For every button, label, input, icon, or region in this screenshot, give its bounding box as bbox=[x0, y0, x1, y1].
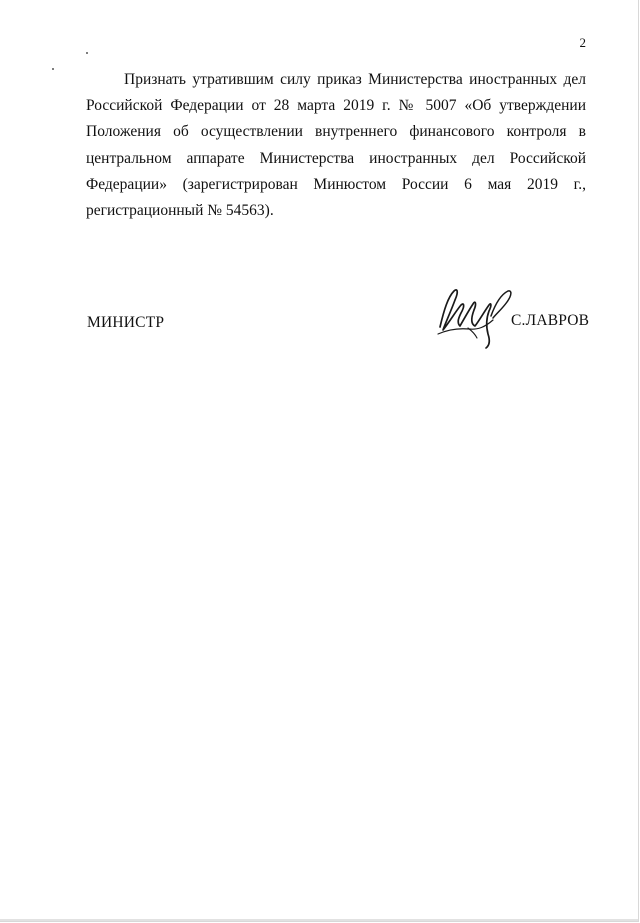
scan-speck bbox=[52, 68, 54, 70]
signature-block bbox=[430, 282, 600, 352]
page-bottom-edge bbox=[0, 919, 638, 921]
scan-speck bbox=[86, 52, 88, 54]
page-number: 2 bbox=[579, 35, 586, 50]
order-paragraph: Признать утратившим силу приказ Министерства иностранных дел Российской Федерации от 28 марта 2019 г. № 5007 «Об утверждении Положения об осуществлении внутреннего финансового контроля в центральном аппарате Министерства иностранных дел Российской Федерации» (зарегистрирован Минюстом России 6 мая 2019 г., регистрационный № 54563). bbox=[86, 71, 586, 220]
signatory-position: МИНИСТР bbox=[87, 314, 165, 331]
handwritten-signature-icon bbox=[430, 282, 516, 350]
signatory-name: С.ЛАВРОВ bbox=[511, 312, 590, 329]
